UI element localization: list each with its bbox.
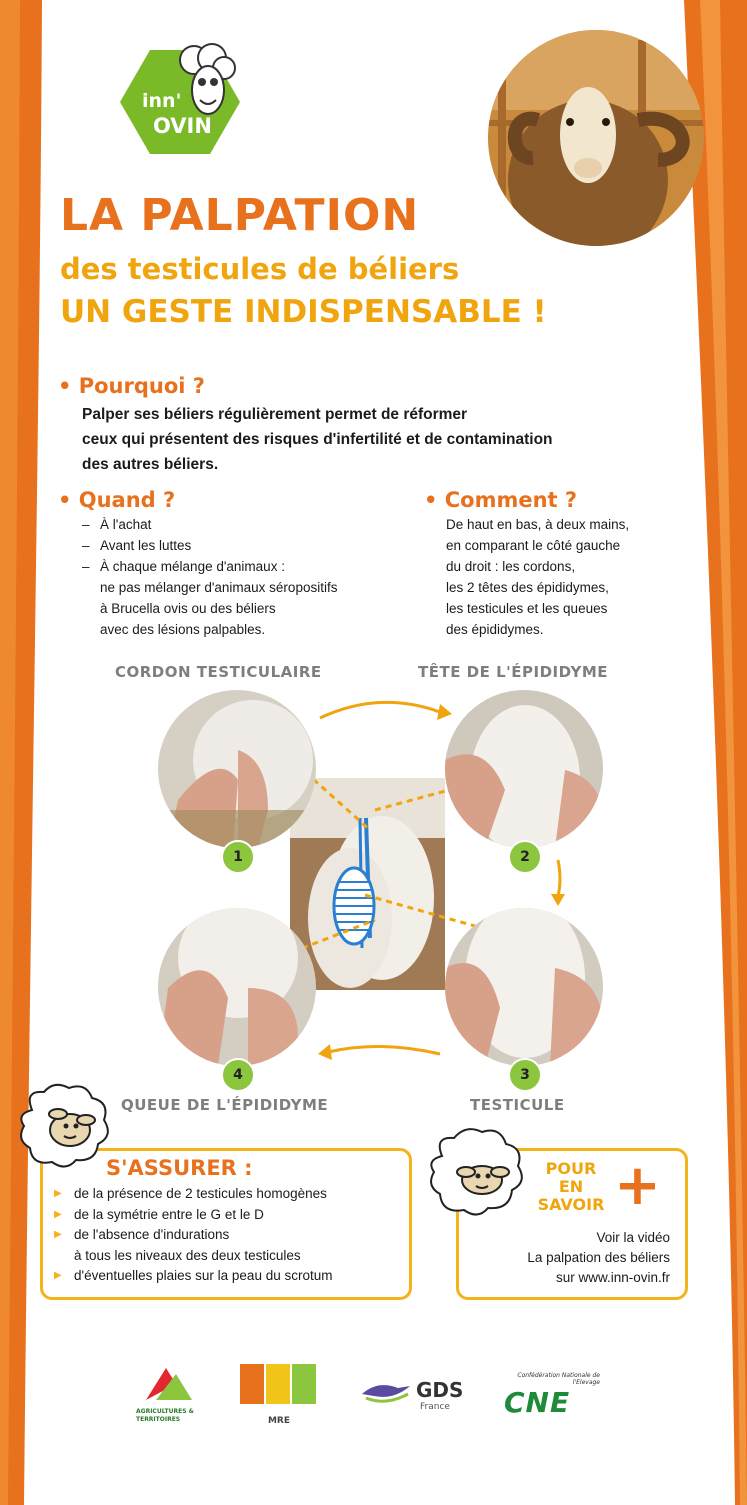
comment-line: du droit : les cordons, (446, 559, 576, 574)
list-item-continuation: ne pas mélanger d'animaux séropositifs (100, 580, 338, 595)
partner-name: CNE (504, 1386, 571, 1419)
comment-text (446, 514, 686, 640)
partner-logo-gds (358, 1378, 478, 1418)
list-item: ▶ de l'absence d'indurations (52, 1225, 402, 1246)
logo-brand-text-2: OVIN (153, 114, 212, 138)
video-line: Voir la vidéo (596, 1230, 670, 1245)
assurer-list (52, 1184, 402, 1287)
video-link[interactable]: sur www.inn-ovin.fr (555, 1270, 670, 1285)
list-item: – Avant les luttes (80, 535, 410, 556)
list-item-continuation: à tous les niveaux des deux testicules (74, 1247, 301, 1263)
partner-logo-agricultures (136, 1364, 208, 1434)
list-item: ▶ de la symétrie entre le G et le D (52, 1205, 402, 1226)
partner-subname: Confédération Nationale de l'Elevage (517, 1372, 600, 1386)
quand-heading: • Quand ? (58, 488, 176, 512)
quand-list (80, 514, 410, 640)
page-subtitle: des testicules de béliers (60, 252, 460, 286)
list-item: – À chaque mélange d'animaux : (80, 556, 410, 577)
comment-heading: • Comment ? (424, 488, 578, 512)
partner-name: GDS (416, 1378, 464, 1402)
sheep-mascot-icon (14, 1080, 114, 1176)
partner-logo-cne (504, 1372, 600, 1422)
savoir-heading (536, 1160, 606, 1214)
step-3-number: 3 (508, 1058, 542, 1092)
step-1-title: CORDON TESTICULAIRE (115, 663, 322, 681)
step-2-title: TÊTE DE L'ÉPIDIDYME (418, 663, 608, 681)
page-title: LA PALPATION (60, 190, 420, 241)
list-item: ▶ d'éventuelles plaies sur la peau du scrotum (52, 1266, 402, 1287)
pourquoi-heading: • Pourquoi ? (58, 374, 205, 398)
list-item-continuation: avec des lésions palpables. (100, 622, 266, 637)
logo-brand-text: inn' (142, 90, 182, 112)
ram-photo (488, 30, 704, 246)
video-line[interactable]: La palpation des béliers (527, 1250, 670, 1265)
comment-line: en comparant le côté gauche (446, 538, 621, 553)
step-3-title: TESTICULE (470, 1096, 565, 1114)
en-text: EN (558, 1177, 584, 1196)
partner-subname: France (420, 1402, 450, 1412)
step-2-number: 2 (508, 840, 542, 874)
sheep-mascot-icon (424, 1124, 528, 1224)
step-4-title: QUEUE DE L'ÉPIDIDYME (121, 1096, 329, 1114)
pourquoi-line: des autres béliers. (82, 456, 219, 473)
pour-text: POUR (545, 1159, 597, 1178)
partner-logo-mre (236, 1358, 322, 1432)
comment-line: les 2 têtes des épididymes, (446, 580, 609, 595)
comment-line: De haut en bas, à deux mains, (446, 517, 630, 532)
pourquoi-line: Palper ses béliers régulièrement permet de réformer (82, 406, 468, 423)
step-4-photo (158, 908, 316, 1066)
partner-name: AGRICULTURES & TERRITOIRES (136, 1408, 194, 1423)
partner-name: MRE (267, 1416, 291, 1426)
list-item: – À l'achat (80, 514, 410, 535)
step-4-number: 4 (221, 1058, 255, 1092)
list-item: ▶ de la présence de 2 testicules homogènes (52, 1184, 402, 1205)
video-info (470, 1228, 670, 1288)
savoir-text: SAVOIR (537, 1195, 605, 1214)
pourquoi-line: ceux qui présentent des risques d'infertilité et de contamination (82, 431, 553, 448)
step-2-photo (445, 690, 603, 848)
step-3-photo (445, 908, 603, 1066)
step-1-number: 1 (221, 840, 255, 874)
step-1-photo (158, 690, 316, 848)
page-tagline: UN GESTE INDISPENSABLE ! (60, 294, 547, 330)
assurer-title: S'ASSURER : (106, 1156, 253, 1180)
plus-icon: + (614, 1153, 661, 1218)
pourquoi-text (82, 402, 682, 477)
comment-line: les testicules et les queues (446, 601, 608, 616)
inn-ovin-logo (120, 38, 260, 158)
list-item-continuation: à Brucella ovis ou des béliers (100, 601, 276, 616)
comment-line: des épididymes. (446, 622, 544, 637)
